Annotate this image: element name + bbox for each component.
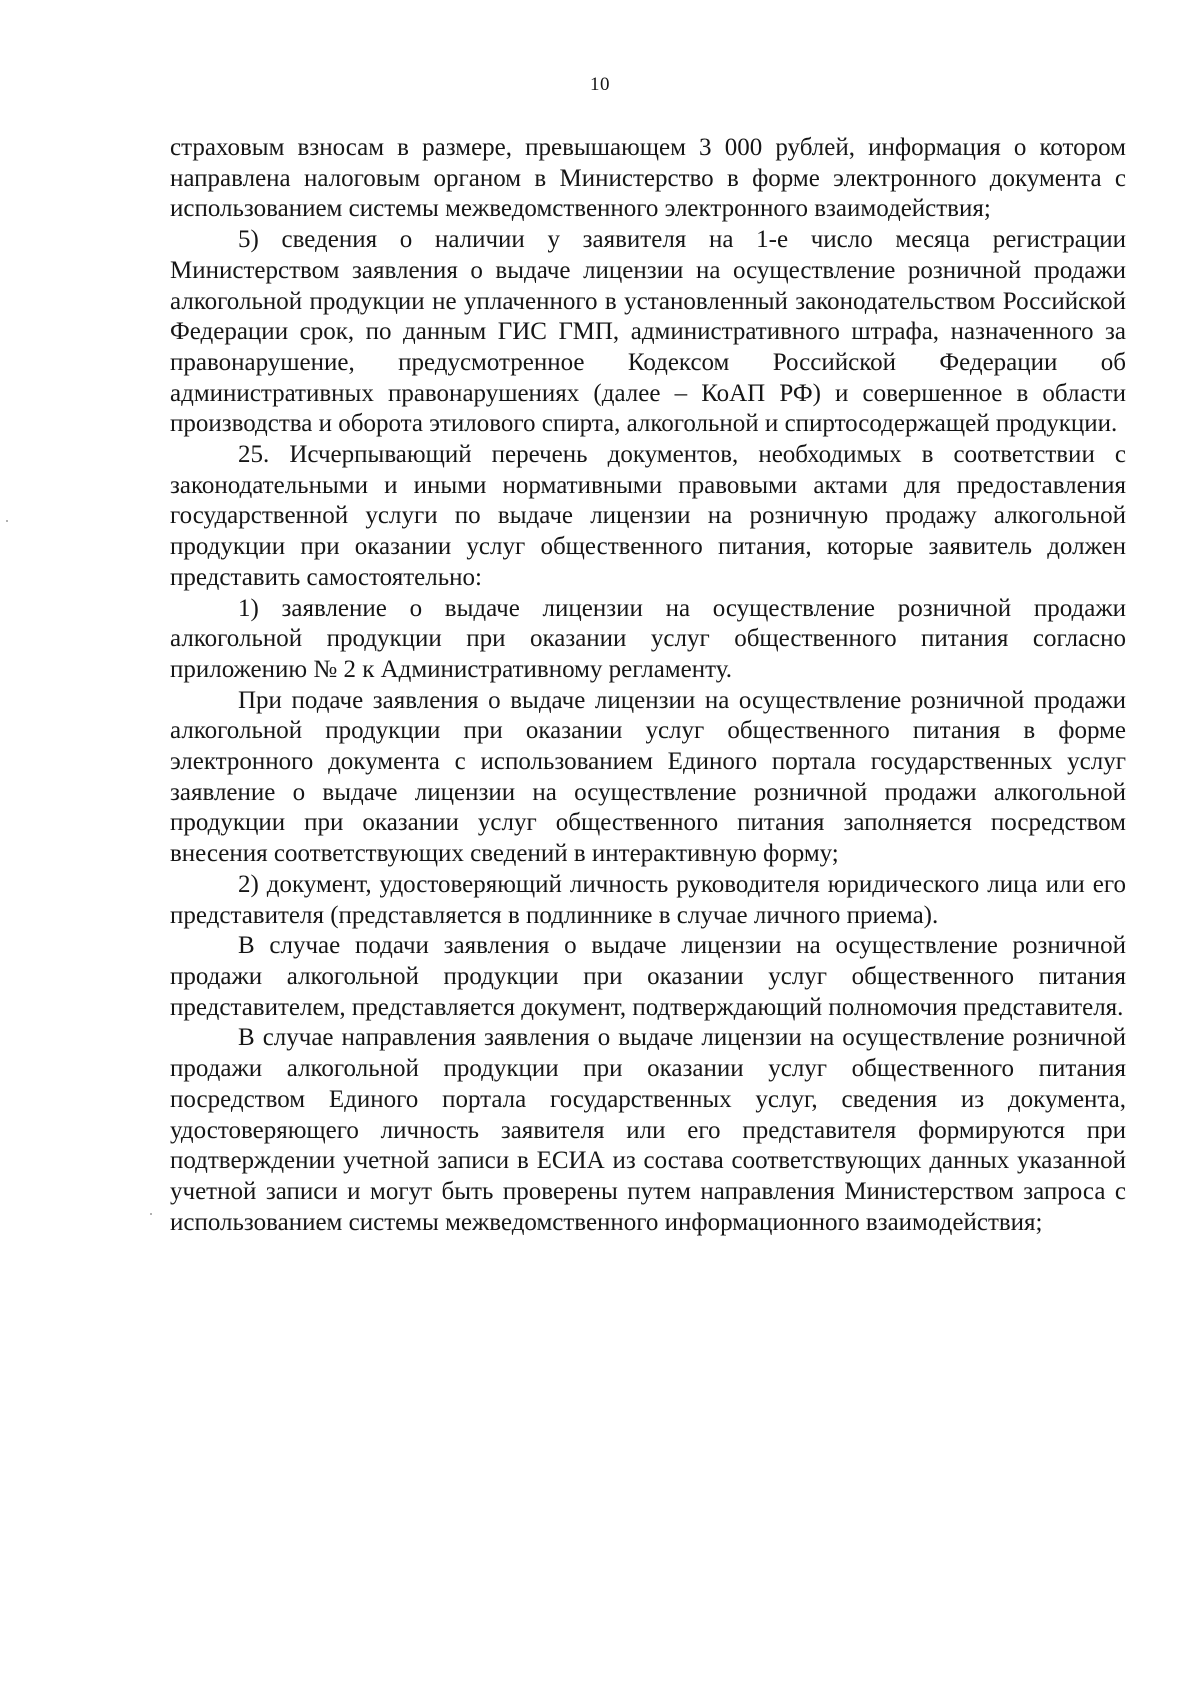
paragraph-item-1: 1) заявление о выдаче лицензии на осуществление розничной продажи алкогольной продукции при оказании услуг общественного питания согласно приложению № 2 к Административному регламенту.: [170, 594, 1126, 683]
paragraph-item-5: 5) сведения о наличии у заявителя на 1-е число месяца регистрации Министерством заявления о выдаче лицензии на осуществление розничной продажи алкогольной продукции не уплаченного в установленный законодательством Российской Федерации срок, по данным ГИС ГМП, административного штрафа, назначенного за правонарушение, предусмотренное Кодексом Российской Федерации об административных правонарушениях (далее – КоАП РФ) и совершенное в области производства и оборота этилового спирта, алкогольной и спиртосодержащей продукции.: [170, 226, 1126, 438]
paragraph-continuation: страховым взносам в размере, превышающем 3 000 рублей, информация о котором направлена налоговым органом в Министерство в форме электронного документа с использованием системы межведомственного электронного взаимодействия;: [170, 134, 1126, 223]
paragraph-item-2: 2) документ, удостоверяющий личность руководителя юридического лица или его представителя (представляется в подлиннике в случае личного приема).: [170, 870, 1126, 929]
paragraph-clause-25: 25. Исчерпывающий перечень документов, необходимых в соответствии с законодательными и иными нормативными правовыми актами для предоставления государственной услуги по выдаче лицензии на розничную продажу алкогольной продукции при оказании услуг общественного питания, которые заявитель должен представить самостоятельно:: [170, 441, 1126, 591]
scan-artifact-dot: [6, 520, 8, 522]
paragraph-electronic-submission: При подаче заявления о выдаче лицензии на осуществление розничной продажи алкогольной продукции при оказании услуг общественного питания в форме электронного документа с использованием Единого портала государственных услуг заявление о выдаче лицензии на осуществление розничной продажи алкогольной продукции при оказании услуг общественного питания заполняется посредством внесения соответствующих сведений в интерактивную форму;: [170, 686, 1126, 868]
paragraph-representative: В случае подачи заявления о выдаче лицензии на осуществление розничной продажи алкогольной продукции при оказании услуг общественного питания представителем, представляется документ, подтверждающий полномочия представителя.: [170, 932, 1126, 1021]
paragraph-esia: В случае направления заявления о выдаче лицензии на осуществление розничной продажи алкогольной продукции при оказании услуг общественного питания посредством Единого портала государственных услуг, сведения из документа, удостоверяющего личность заявителя или его представителя формируются при подтверждении учетной записи в ЕСИА из состава соответствующих данных указанной учетной записи и могут быть проверены путем направления Министерством запроса с использованием системы межведомственного информационного взаимодействия;: [170, 1024, 1126, 1236]
page-number: 10: [590, 74, 610, 95]
scan-artifact-dot: [150, 1213, 152, 1215]
document-body: [170, 133, 1126, 1238]
